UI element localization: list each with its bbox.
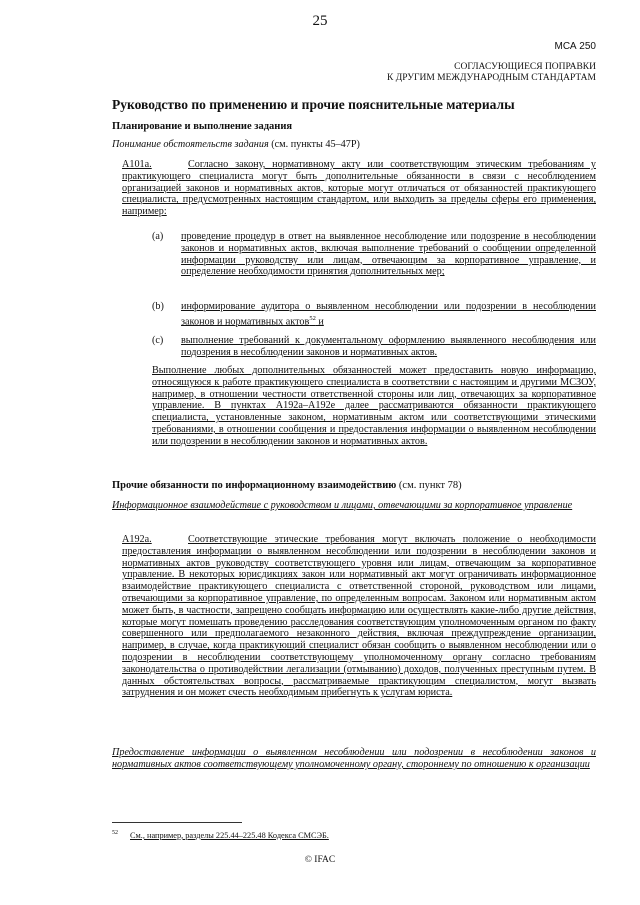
list-item-b-text: информирование аудитора о выявленном несоблюдении или подозрении в несоблюдении законов и нормативных актов	[181, 301, 596, 328]
list-item-b-tail: и	[315, 316, 324, 328]
copyright: © IFAC	[304, 855, 336, 865]
page-number: 25	[312, 13, 328, 29]
subheading-understanding	[112, 139, 360, 150]
para-additional-duties: Выполнение любых дополнительных обязанностей может предоставить новую информацию, относящуюся к работе практикующего специалиста в соответствии с настоящим и другими МСЗОУ, например, в отношении честности ответственной стороны или лиц, отвечающих за корпоративное управление. В пунктах A192a–A192e далее рассматриваются обязанности практикующего специалиста, установленные законом, нормативным актом или соответствующими этическими требованиями, в отношении сообщения и предоставления информации о выявленном несоблюдении или подозрении в несоблюдении законов и нормативных актов.	[152, 365, 596, 447]
list-label-a: (a)	[152, 231, 164, 242]
section-heading-communication	[112, 480, 462, 491]
footnote-ref: 52	[309, 314, 316, 322]
list-item-b	[181, 301, 596, 328]
subheading-ref: (см. пункты 45–47Р)	[268, 139, 360, 150]
para-label-a192a: A192a.	[122, 534, 152, 545]
footnote	[112, 830, 329, 840]
subheading-italic: Понимание обстоятельств задания	[112, 139, 269, 150]
subheading-reporting-authority: Предоставление информации о выявленном несоблюдении или подозрении в несоблюдении законов и нормативных актов соответствующему уполномоченному органу, стороннему по отношению к организации	[112, 747, 596, 770]
para-a192a: Соответствующие этические требования могут включать положение о необходимости предоставления информации о выявленном несоблюдении или подозрении в несоблюдении законов и нормативных актов руководству соответствующего уровня или лицам, отвечающим за корпоративное управление. В некоторых юрисдикциях закон или нормативный акт могут ограничивать информационное взаимодействие практикующего специалиста с ответственной стороной, руководством или лицами, отвечающими за корпоративное управление, по определенным вопросам. Законом или нормативным актом может быть, в частности, запрещено сообщать информацию или осуществлять какие-либо другие действия, которые могут помешать проведению расследования соответствующим уполномоченным органом по факту совершенного или предполагаемого незаконного действия, включая преждупреждение организации, например, в случае, когда практикующий специалист обязан сообщить о выявленном несоблюдении или о подозрении в несоблюдении соответствующему уполномоченному органу согласно требованиям законодательства о противодействии легализации (отмыванию) доходов, полученных преступным путем. В данных обстоятельствах вопросы, рассматриваемые практикующим специалистом, могут вызвать затруднения и он может счесть необходимым прибегнуть к услугам юриста.	[122, 534, 596, 699]
subheading-management-communication: Информационное взаимодействие с руководством и лицами, отвечающими за корпоративное управление	[112, 500, 573, 511]
main-heading: Руководство по применению и прочие пояснительные материалы	[112, 97, 515, 112]
section2-ref: (см. пункт 78)	[396, 480, 462, 491]
footnote-number: 52	[112, 830, 118, 836]
standard-title	[387, 62, 596, 84]
footnote-separator	[112, 822, 242, 823]
standard-title-line-1: СОГЛАСУЮЩИЕСЯ ПОПРАВКИ	[454, 62, 596, 72]
document-code: МСА 250	[554, 41, 596, 52]
list-item-a: проведение процедур в ответ на выявленное несоблюдение или подозрение в несоблюдении законов и нормативных актов, включая выполнение требований о сообщении определенной информации руководству или лицам, отвечающим за корпоративное управление, и определение необходимости принятия дополнительных мер;	[181, 231, 596, 278]
list-label-b: (b)	[152, 301, 164, 312]
footnote-text: См., например, разделы 225.44–225.48 Кодекса СМСЭБ.	[130, 830, 329, 840]
section2-title: Прочие обязанности по информационному взаимодействию	[112, 480, 397, 491]
list-label-c: (c)	[152, 335, 164, 346]
para-label-a101a: A101a.	[122, 159, 152, 170]
list-item-c: выполнение требований к документальному оформлению выявленного несоблюдения или подозрения в несоблюдении законов и нормативных актов.	[181, 335, 596, 358]
para-a101a: Согласно закону, нормативному акту или соответствующим этическим требованиям у практикующего специалиста могут быть дополнительные обязанности в связи с несоблюдением организацией законов и нормативных актов, которые могут отличаться от обязанностей практикующего специалиста, предусмотренных настоящим стандартом, или выходить за пределы сферы его применения, например:	[122, 159, 596, 218]
section-heading-planning: Планирование и выполнение задания	[112, 121, 293, 132]
standard-title-line-2: К ДРУГИМ МЕЖДУНАРОДНЫМ СТАНДАРТАМ	[387, 73, 596, 83]
